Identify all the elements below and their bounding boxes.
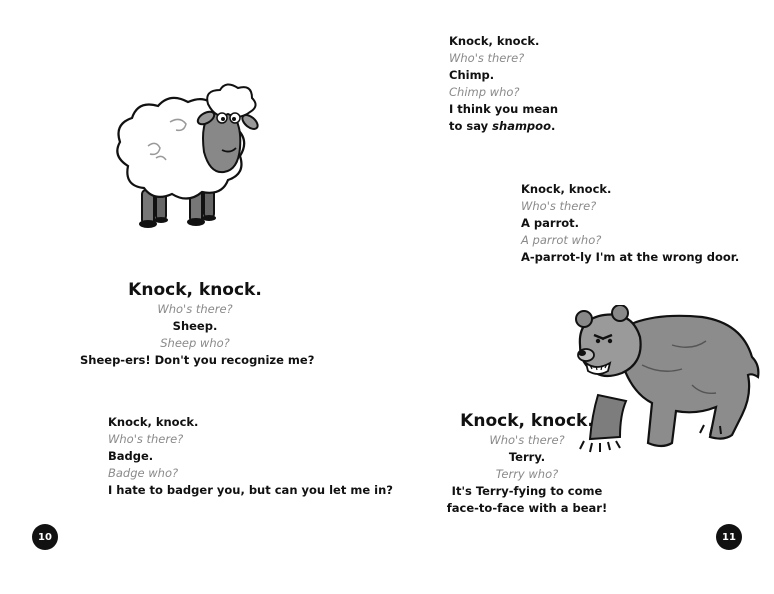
- joke-chimp-line3: Chimp.: [449, 68, 495, 82]
- joke-badge-line1: Knock, knock.: [108, 415, 199, 429]
- joke-terry-line1: Knock, knock.: [460, 411, 594, 431]
- joke-badge-line2: Who's there?: [108, 432, 184, 446]
- joke-parrot-line5: A-parrot-ly I'm at the wrong door.: [521, 250, 740, 264]
- joke-badge-line4: Badge who?: [108, 466, 179, 480]
- joke-terry-line5: It's Terry-fying to come: [451, 484, 603, 498]
- joke-chimp-line5: I think you mean: [449, 102, 559, 116]
- page-number-right: 11: [716, 524, 742, 550]
- joke-parrot-line1: Knock, knock.: [521, 182, 612, 196]
- page-number-left: 10: [32, 524, 58, 550]
- sheep-illustration: [100, 82, 270, 232]
- joke-sheep-line4: Sheep who?: [160, 336, 230, 350]
- joke-chimp-line6-emphasis: shampoo: [492, 119, 551, 133]
- joke-chimp-line2: Who's there?: [449, 51, 525, 65]
- joke-parrot: [521, 181, 739, 266]
- joke-sheep-line5: Sheep-ers! Don't you recognize me?: [80, 353, 315, 367]
- joke-parrot-line3: A parrot.: [521, 216, 580, 230]
- joke-chimp-line6: [449, 118, 558, 135]
- joke-sheep: [80, 279, 315, 369]
- joke-chimp-line6-suffix: .: [550, 119, 556, 133]
- joke-sheep-line1: Knock, knock.: [128, 280, 262, 300]
- joke-chimp-line1: Knock, knock.: [449, 34, 540, 48]
- joke-terry-line6: face-to-face with a bear!: [446, 501, 608, 515]
- joke-parrot-line4: A parrot who?: [521, 233, 602, 247]
- joke-chimp-line4: Chimp who?: [449, 85, 520, 99]
- joke-chimp: [449, 33, 558, 135]
- joke-badge-line5: I hate to badger you, but can you let me in?: [108, 483, 393, 497]
- joke-badge-line3: Badge.: [108, 449, 154, 463]
- joke-terry-line3: Terry.: [508, 450, 546, 464]
- joke-chimp-line6-prefix: to say: [449, 119, 493, 133]
- joke-terry-line4: Terry who?: [495, 467, 559, 481]
- joke-sheep-line2: Who's there?: [157, 302, 233, 316]
- joke-sheep-line3: Sheep.: [172, 319, 218, 333]
- joke-terry: [432, 410, 622, 517]
- joke-terry-line2: Who's there?: [489, 433, 565, 447]
- joke-badge: [108, 414, 393, 499]
- joke-parrot-line2: Who's there?: [521, 199, 597, 213]
